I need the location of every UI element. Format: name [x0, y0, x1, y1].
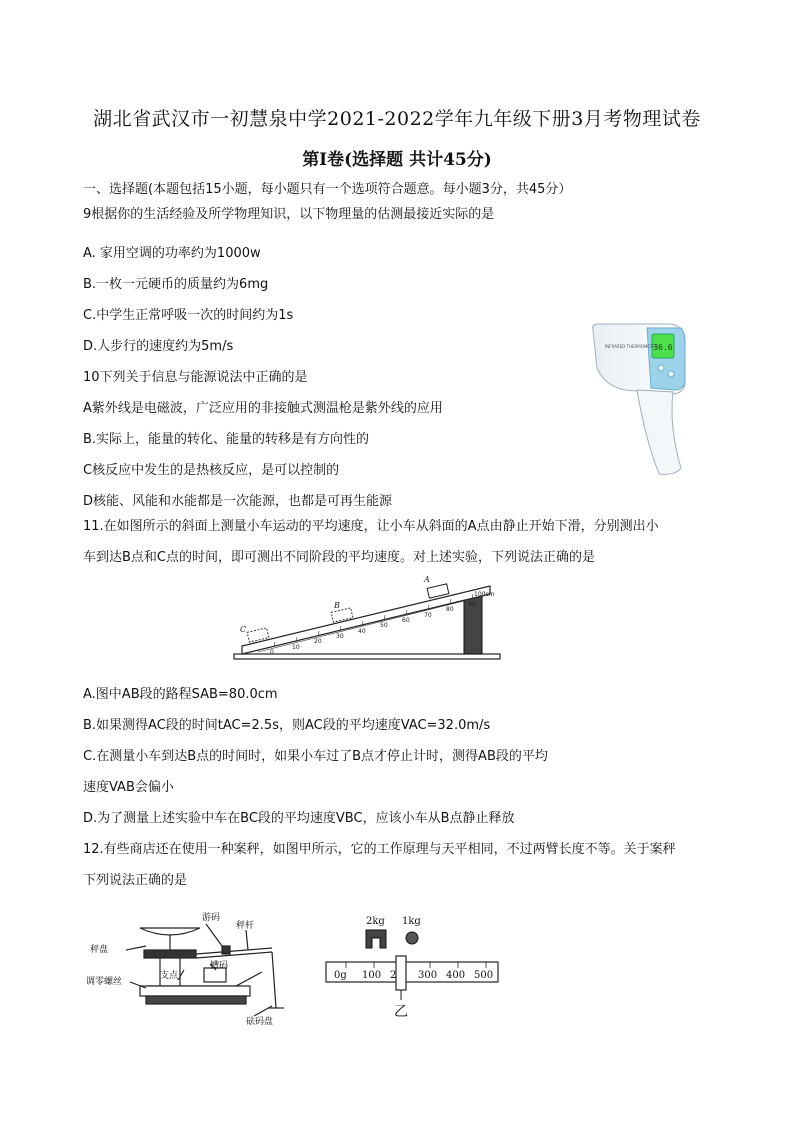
svg-text:60: 60 [402, 617, 410, 624]
svg-text:500: 500 [474, 970, 494, 981]
svg-text:30: 30 [336, 633, 344, 640]
svg-text:砝码盘: 砝码盘 [246, 1017, 274, 1026]
question-12-stem-line2: 下列说法正确的是 [83, 873, 188, 888]
incline-ramp-figure [228, 572, 506, 668]
svg-text:C: C [240, 625, 247, 634]
svg-text:70: 70 [424, 612, 432, 619]
svg-text:2: 2 [390, 970, 397, 981]
svg-text:400: 400 [446, 970, 466, 981]
question-9-option-b: B.一枚一元硬币的质量约为6mg [83, 277, 269, 292]
counter-scale-figure [86, 908, 296, 1026]
svg-text:支点: 支点 [160, 971, 179, 981]
svg-text:0g: 0g [334, 970, 347, 981]
document-title: 湖北省武汉市一初慧泉中学2021-2022学年九年级下册3月考物理试卷 [93, 108, 701, 130]
svg-text:80: 80 [446, 606, 454, 613]
question-11-option-c: C.在测量小车到达B点的时间时，如果小车过了B点才停止计时，测得AB段的平均 [83, 749, 548, 764]
svg-text:100cm: 100cm [474, 591, 495, 598]
slider-ruler-figure [322, 908, 504, 1024]
svg-text:乙: 乙 [394, 1004, 408, 1020]
svg-text:1kg: 1kg [402, 916, 421, 927]
svg-text:秤杆: 秤杆 [236, 921, 255, 931]
question-9-stem: 9根据你的生活经验及所学物理知识，以下物理量的估测最接近实际的是 [83, 207, 495, 222]
question-9-option-c: C.中学生正常呼吸一次的时间约为1s [83, 308, 294, 323]
question-10-option-d: D核能、风能和水能都是一次能源，也都是可再生能源 [83, 494, 393, 509]
question-10-option-a: A紫外线是电磁波，广泛应用的非接触式测温枪是紫外线的应用 [83, 401, 443, 416]
question-11-option-d: D.为了测量上述实验中车在BC段的平均速度VBC，应该小车从B点静止释放 [83, 811, 515, 826]
svg-text:调零螺丝: 调零螺丝 [86, 977, 123, 987]
svg-text:300: 300 [418, 970, 438, 981]
question-11-option-a: A.图中AB段的路程SAB=80.0cm [83, 687, 278, 702]
question-11-stem-line2: 车到达B点和C点的时间，即可测出不同阶段的平均速度。对上述实验，下列说法正确的是 [83, 550, 595, 565]
svg-text:B: B [334, 601, 340, 610]
svg-text:槽码: 槽码 [210, 961, 229, 971]
thermometer-figure [585, 318, 695, 478]
svg-text:秤盘: 秤盘 [90, 945, 109, 955]
svg-text:20: 20 [314, 638, 322, 645]
svg-text:50: 50 [380, 622, 388, 629]
question-10-stem: 10下列关于信息与能源说法中正确的是 [83, 370, 308, 385]
question-11-option-c-cont: 速度VAB会偏小 [83, 780, 174, 795]
svg-text:100: 100 [362, 970, 382, 981]
svg-text:2kg: 2kg [366, 916, 385, 927]
svg-text:A: A [424, 575, 430, 584]
question-10-option-c: C核反应中发生的是热核反应，是可以控制的 [83, 463, 340, 478]
svg-text:36.6: 36.6 [653, 343, 673, 352]
svg-text:INFRARED THERMOMETER: INFRARED THERMOMETER [605, 344, 658, 349]
question-11-option-b: B.如果测得AC段的时间tAC=2.5s，则AC段的平均速度VAC=32.0m/s [83, 718, 491, 733]
question-11-stem-line1: 11.在如图所示的斜面上测量小车运动的平均速度，让小车从斜面的A点由静止开始下滑，分别测出小 [83, 519, 659, 534]
svg-text:90: 90 [468, 601, 476, 608]
svg-text:40: 40 [358, 628, 366, 635]
svg-text:游码: 游码 [202, 913, 221, 923]
section-subtitle: 第Ⅰ卷(选择题 共计45分) [302, 150, 492, 170]
question-9-option-a: A. 家用空调的功率约为1000w [83, 246, 261, 261]
question-12-stem-line1: 12.有些商店还在使用一种案秤，如图甲所示，它的工作原理与天平相同，不过两臂长度不等。关于案秤 [83, 842, 676, 857]
question-10-option-b: B.实际上，能量的转化、能量的转移是有方向性的 [83, 432, 370, 447]
question-9-option-d: D.人步行的速度约为5m/s [83, 339, 234, 354]
section-header: 一、选择题(本题包括15小题，每小题只有一个选项符合题意。每小题3分，共45分） [83, 182, 572, 197]
svg-text:10: 10 [292, 644, 300, 651]
svg-text:0: 0 [270, 649, 274, 656]
